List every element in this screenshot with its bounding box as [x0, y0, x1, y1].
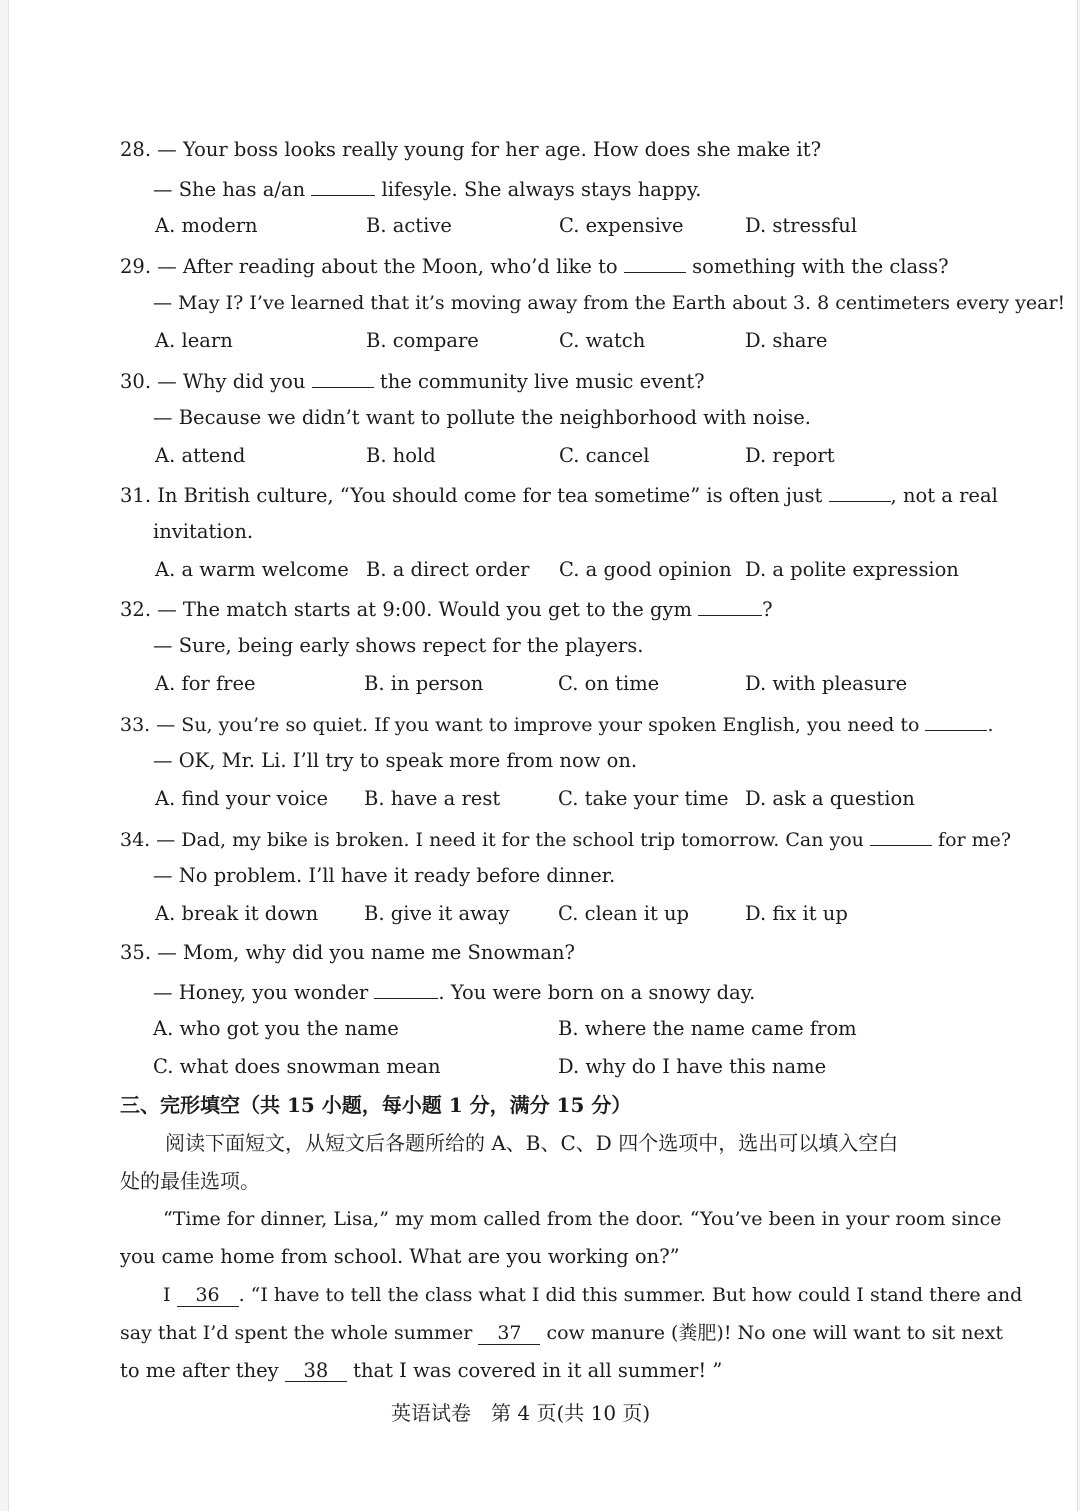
question-33-reply: — OK, Mr. Li. I’ll try to speak more from now on. [153, 749, 638, 772]
option-c: C. what does snowman mean [153, 1055, 441, 1078]
option-b: B. where the name came from [558, 1017, 857, 1040]
question-number: 32. [120, 598, 152, 621]
answer-blank [311, 176, 375, 196]
passage-line: to me after they 38 that I was covered in it all summer! ” [120, 1359, 723, 1382]
option-c: C. watch [559, 329, 646, 352]
answer-blank [374, 979, 438, 999]
answer-blank [870, 826, 932, 846]
option-b: B. a direct order [366, 558, 530, 581]
question-30-stem: 30. — Why did you the community live music event? [120, 370, 705, 393]
question-29-reply: — May I? I’ve learned that it’s moving away from the Earth about 3. 8 centimeters every year! [153, 292, 1066, 314]
option-a: A. break it down [155, 902, 319, 925]
option-b: B. hold [366, 444, 436, 467]
cloze-blank-36: 36 [177, 1285, 239, 1307]
answer-blank [312, 368, 374, 388]
option-d: D. why do I have this name [558, 1055, 827, 1078]
option-c: C. take your time [558, 787, 729, 810]
option-a: A. for free [155, 672, 256, 695]
question-number: 34. [120, 829, 151, 851]
option-c: C. a good opinion [559, 558, 732, 581]
passage-line: you came home from school. What are you working on?” [120, 1245, 680, 1268]
question-28-stem: 28. — Your boss looks really young for her age. How does she make it? [120, 138, 822, 161]
answer-blank [624, 253, 686, 273]
option-d: D. a polite expression [745, 558, 959, 581]
option-c: C. cancel [559, 444, 650, 467]
option-b: B. give it away [364, 902, 510, 925]
option-d: D. ask a question [745, 787, 915, 810]
question-35-stem: 35. — Mom, why did you name me Snowman? [120, 941, 576, 964]
section-instruction-cont: 处的最佳选项。 [120, 1169, 260, 1193]
answer-blank [698, 596, 762, 616]
question-32-stem: 32. — The match starts at 9:00. Would you get to the gym ? [120, 598, 773, 621]
option-b: B. compare [366, 329, 479, 352]
answer-blank [829, 482, 891, 502]
question-number: 30. [120, 370, 152, 393]
question-number: 35. [120, 941, 152, 964]
question-32-reply: — Sure, being early shows repect for the players. [153, 634, 644, 657]
option-a: A. a warm welcome [155, 558, 349, 581]
option-a: A. who got you the name [153, 1017, 399, 1040]
passage-line: I 36 . “I have to tell the class what I did this summer. But how could I stand there and [163, 1284, 1023, 1306]
option-d: D. share [745, 329, 828, 352]
section-heading: 三、完形填空（共 15 小题，每小题 1 分，满分 15 分） [120, 1093, 632, 1117]
option-d: D. with pleasure [745, 672, 908, 695]
option-b: B. in person [364, 672, 484, 695]
question-31-stem-cont: invitation. [153, 520, 254, 543]
option-c: C. on time [558, 672, 660, 695]
cloze-blank-37: 37 [478, 1323, 540, 1345]
question-34-reply: — No problem. I’ll have it ready before dinner. [153, 864, 616, 887]
option-a: A. learn [155, 329, 233, 352]
option-a: A. find your voice [155, 787, 329, 810]
question-30-reply: — Because we didn’t want to pollute the neighborhood with noise. [153, 406, 811, 429]
section-instruction: 阅读下面短文，从短文后各题所给的 A、B、C、D 四个选项中，选出可以填入空白 [165, 1131, 899, 1155]
exam-page [8, 0, 1078, 1511]
option-d: D. fix it up [745, 902, 848, 925]
option-a: A. attend [155, 444, 246, 467]
option-c: C. clean it up [558, 902, 690, 925]
question-35-reply: — Honey, you wonder . You were born on a snowy day. [153, 981, 756, 1004]
passage-line: “Time for dinner, Lisa,” my mom called from the door. “You’ve been in your room since [163, 1208, 1002, 1230]
page-footer: 英语试卷 第 4 页(共 10 页) [391, 1401, 651, 1425]
cloze-blank-38: 38 [285, 1360, 347, 1382]
question-number: 28. [120, 138, 152, 161]
question-31-stem: 31. In British culture, “You should come for tea sometime” is often just , not a real [120, 484, 998, 507]
option-a: A. modern [155, 214, 258, 237]
passage-line: say that I’d spent the whole summer 37 cow manure (粪肥)! No one will want to sit next [120, 1322, 1004, 1344]
option-b: B. active [366, 214, 452, 237]
question-number: 31. [120, 484, 152, 507]
option-d: D. stressful [745, 214, 858, 237]
question-29-stem: 29. — After reading about the Moon, who’d like to something with the class? [120, 255, 949, 278]
answer-blank [925, 711, 987, 731]
question-number: 33. [120, 714, 151, 736]
option-d: D. report [745, 444, 835, 467]
question-33-stem: 33. — Su, you’re so quiet. If you want to improve your spoken English, you need to . [120, 711, 994, 737]
option-c: C. expensive [559, 214, 684, 237]
option-b: B. have a rest [364, 787, 501, 810]
question-28-reply: — She has a/an lifesyle. She always stays happy. [153, 178, 702, 201]
question-number: 29. [120, 255, 152, 278]
question-34-stem: 34. — Dad, my bike is broken. I need it for the school trip tomorrow. Can you for me? [120, 826, 1011, 852]
